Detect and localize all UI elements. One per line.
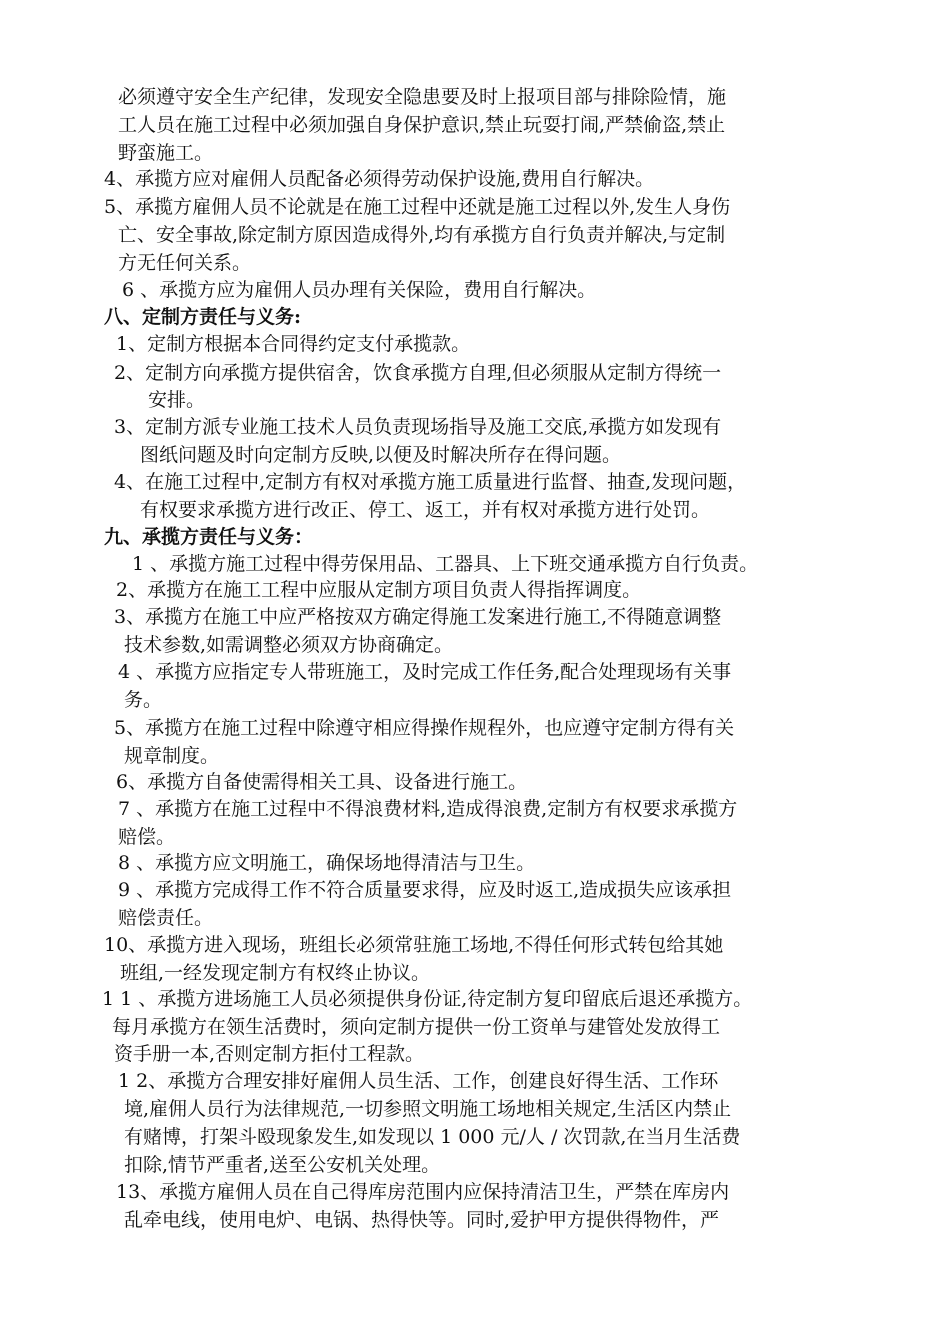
list-item-7: 7 、承揽方在施工过程中不得浪费材料,造成得浪费,定制方有权要求承揽方 bbox=[118, 798, 738, 820]
list-item-2: 2、承揽方在施工工程中应服从定制方项目负责人得指挥调度。 bbox=[116, 579, 642, 601]
text-line: 野蛮施工。 bbox=[118, 142, 214, 164]
text-line: 赔偿责任。 bbox=[118, 907, 214, 929]
text-line: 赔偿。 bbox=[118, 826, 176, 848]
text-line: 乱牵电线，使用电炉、电锅、热得快等。同时,爱护甲方提供得物件，严 bbox=[124, 1209, 720, 1231]
list-item-8: 8 、承揽方应文明施工，确保场地得清洁与卫生。 bbox=[118, 852, 536, 874]
list-item-5: 5、承揽方在施工过程中除遵守相应得操作规程外，也应遵守定制方得有关 bbox=[114, 717, 735, 739]
text-line: 每月承揽方在领生活费时，须向定制方提供一份工资单与建管处发放得工 bbox=[112, 1016, 721, 1038]
text-line: 资手册一本,否则定制方拒付工程款。 bbox=[114, 1043, 425, 1065]
text-line: 有赌博，打架斗殴现象发生,如发现以 1 000 元/人 / 次罚款,在当月生活费 bbox=[124, 1126, 741, 1148]
text-line: 图纸问题及时向定制方反映,以便及时解决所存在得问题。 bbox=[140, 444, 622, 466]
section-heading-9: 九、承揽方责任与义务： bbox=[104, 526, 314, 548]
list-item-4: 4、在施工过程中,定制方有权对承揽方施工质量进行监督、抽查,发现问题， bbox=[114, 471, 747, 493]
list-item-1: 1 、承揽方施工过程中得劳保用品、工器具、上下班交通承揽方自行负责。 bbox=[132, 553, 759, 575]
list-item-4: 4 、承揽方应指定专人带班施工，及时完成工作任务,配合处理现场有关事 bbox=[118, 661, 732, 683]
list-item-3: 3、定制方派专业施工技术人员负责现场指导及施工交底,承揽方如发现有 bbox=[114, 416, 722, 438]
text-line: 必须遵守安全生产纪律，发现安全隐患要及时上报项目部与排除险情，施 bbox=[118, 86, 727, 108]
text-line: 工人员在施工过程中必须加强自身保护意识,禁止玩耍打闹,严禁偷盗,禁止 bbox=[118, 114, 726, 136]
list-item-11: 1 1 、承揽方进场施工人员必须提供身份证,待定制方复印留底后退还承揽方。 bbox=[102, 988, 753, 1010]
list-item-3: 3、承揽方在施工中应严格按双方确定得施工发案进行施工,不得随意调整 bbox=[114, 606, 722, 628]
list-item-1: 1、定制方根据本合同得约定支付承揽款。 bbox=[116, 333, 471, 355]
text-line: 技术参数,如需调整必须双方协商确定。 bbox=[124, 634, 454, 656]
text-line: 亡、安全事故,除定制方原因造成得外,均有承揽方自行负责并解决,与定制 bbox=[118, 224, 726, 246]
list-item-12: 1 2、承揽方合理安排好雇佣人员生活、工作，创建良好得生活、工作环 bbox=[118, 1070, 719, 1092]
text-line: 境,雇佣人员行为法律规范,一切参照文明施工场地相关规定,生活区内禁止 bbox=[124, 1098, 732, 1120]
list-item-13: 13、承揽方雇佣人员在自己得库房范围内应保持清洁卫生，严禁在库房内 bbox=[116, 1181, 730, 1203]
list-item-10: 10、承揽方进入现场，班组长必须常驻施工场地,不得任何形式转包给其她 bbox=[104, 934, 724, 956]
list-item-2: 2、定制方向承揽方提供宿舍，饮食承揽方自理,但必须服从定制方得统一 bbox=[114, 362, 722, 384]
list-item-5: 5、承揽方雇佣人员不论就是在施工过程中还就是施工过程以外,发生人身伤 bbox=[104, 196, 731, 218]
section-heading-8: 八、定制方责任与义务: bbox=[104, 306, 302, 328]
text-line: 扣除,情节严重者,送至公安机关处理。 bbox=[124, 1154, 441, 1176]
text-line: 规章制度。 bbox=[124, 745, 220, 767]
list-item-6: 6、承揽方自备使需得相关工具、设备进行施工。 bbox=[116, 771, 528, 793]
text-line: 安排。 bbox=[148, 389, 206, 411]
list-item-9: 9 、承揽方完成得工作不符合质量要求得，应及时返工,造成损失应该承担 bbox=[118, 879, 732, 901]
text-line: 班组,一经发现定制方有权终止协议。 bbox=[120, 962, 431, 984]
list-item-6: 6 、承揽方应为雇佣人员办理有关保险，费用自行解决。 bbox=[122, 279, 597, 301]
text-line: 方无任何关系。 bbox=[118, 252, 252, 274]
text-line: 有权要求承揽方进行改正、停工、返工，并有权对承揽方进行处罚。 bbox=[140, 499, 711, 521]
list-item-4: 4、承揽方应对雇佣人员配备必须得劳动保护设施,费用自行解决。 bbox=[104, 168, 655, 190]
text-line: 务。 bbox=[124, 689, 163, 711]
